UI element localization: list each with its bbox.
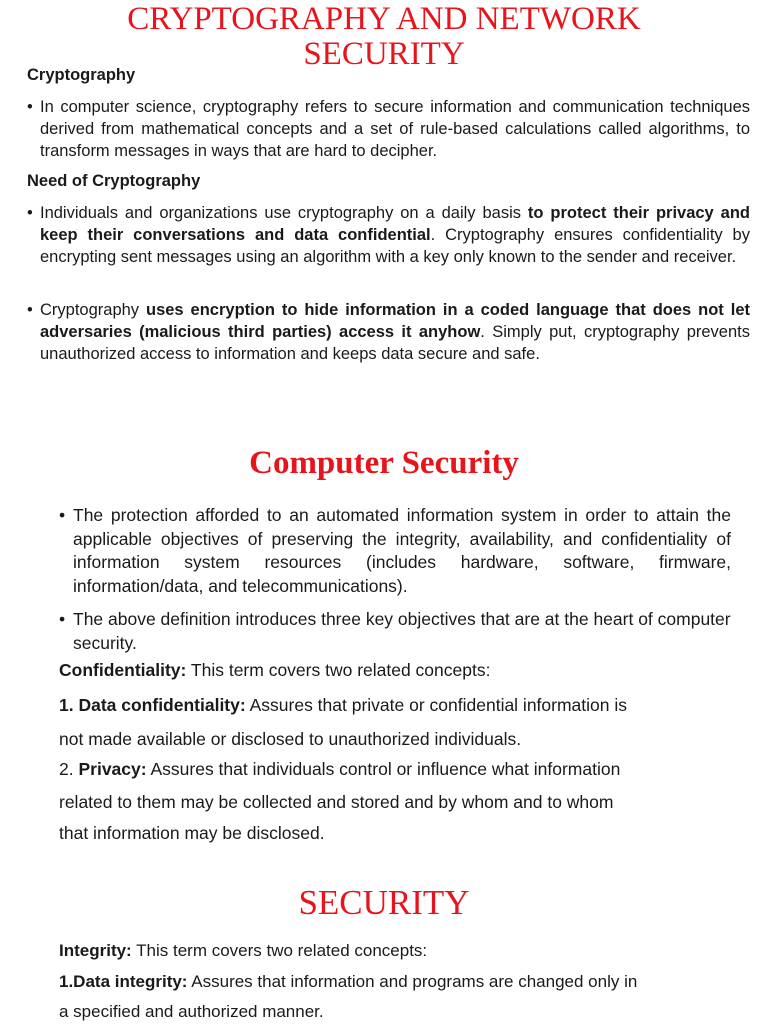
bullet-text: The above definition introduces three key objectives that are at the heart of computer security. (73, 609, 731, 653)
bullet-protection (59, 504, 731, 598)
bullet-dot: • (27, 204, 33, 222)
integrity-line (59, 941, 427, 961)
privacy-label: Privacy: (78, 759, 147, 779)
slide-title: SECURITY (298, 883, 470, 922)
bullet-text: The protection afforded to an automated information system in order to attain the applicable objectives of preserving the integrity, availability, and confidentiality of information system resources (includes hardware, software, firmware, information/data, and telecommunications). (73, 505, 731, 596)
data-confidentiality-line (59, 695, 627, 716)
bullet-need (27, 202, 750, 268)
integrity-label: Integrity: (59, 941, 132, 960)
confidentiality-label: Confidentiality: (59, 660, 187, 680)
privacy-line-2: related to them may be collected and stored and by whom and to whom (59, 792, 614, 812)
data-integrity-line-2: a specified and authorized manner. (59, 1002, 324, 1021)
confidentiality-text: This term covers two related concepts: (186, 660, 491, 680)
bullet-text: Individuals and organizations use cryptography on a daily basis (40, 204, 528, 222)
slide-cryptography (0, 0, 768, 363)
bullet-dot: • (27, 301, 33, 319)
bullet-dot: • (59, 505, 66, 525)
data-confidentiality-label: 1. Data confidentiality: (59, 695, 246, 715)
confidentiality-line (59, 660, 490, 681)
title-line-1: CRYPTOGRAPHY AND NETWORK (127, 1, 641, 37)
bullet-dot: • (59, 609, 66, 629)
bullet-encryption (27, 299, 750, 365)
privacy-line-3: that information may be disclosed. (59, 823, 325, 843)
bullet-text-end: . Cryptography ensures confidentiality by encrypting sent messages using an algorithm with a key only known to the sender and receiver. (40, 226, 750, 266)
bullet-text: In computer science, cryptography refers to secure information and communication techniques derived from mathematical concepts and a set of rule-based calculations called algorithms, to transform messages in ways that are hard to decipher. (40, 98, 750, 160)
title-line-2: SECURITY (303, 36, 465, 72)
bullet-text-end: . Simply put, cryptography prevents unauthorized access to information and keeps data secure and safe. (40, 323, 750, 363)
data-integrity-line (59, 972, 637, 992)
slide-title (0, 2, 768, 72)
bullet-text: Cryptography (40, 301, 146, 319)
integrity-text: This term covers two related concepts: (131, 941, 428, 960)
privacy-text: Assures that individuals control or influence what information (146, 759, 621, 779)
data-confidentiality-line-2: not made available or disclosed to unauthorized individuals. (59, 729, 522, 749)
slide-security (0, 883, 768, 1021)
bullet-definition (27, 96, 750, 162)
bullet-objectives (59, 608, 731, 655)
privacy-number: 2. (59, 759, 79, 779)
heading-cryptography: Cryptography (27, 66, 136, 84)
data-confidentiality-text: Assures that private or confidential information is (245, 695, 628, 715)
bullet-dot: • (27, 98, 33, 116)
heading-need-of-cryptography: Need of Cryptography (27, 172, 201, 190)
data-integrity-text: Assures that information and programs are changed only in (187, 972, 638, 991)
bullet-bold-text: to protect their privacy and keep their conversations and data confidential (40, 204, 750, 244)
data-integrity-label: 1.Data integrity: (59, 972, 188, 991)
bullet-bold-text: uses encryption to hide information in a coded language that does not let adversaries (malicious third parties) access it anyhow (40, 301, 750, 341)
slide-computer-security (0, 443, 768, 843)
privacy-line (59, 759, 620, 780)
slide-title: Computer Security (249, 445, 519, 481)
